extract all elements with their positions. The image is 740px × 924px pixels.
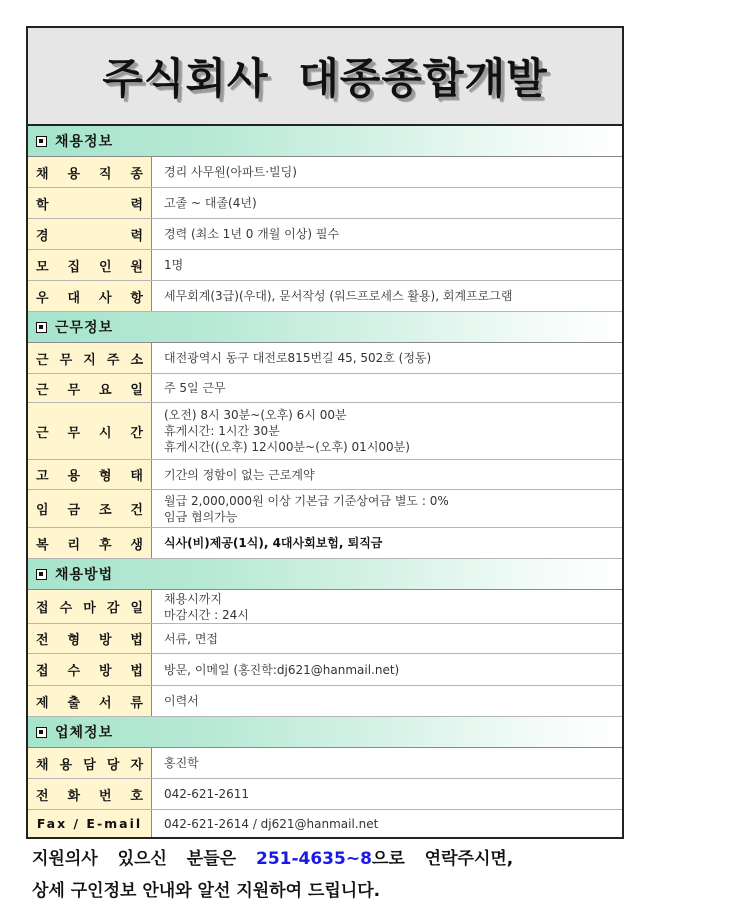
row-label-char: 제 — [36, 695, 49, 711]
section-title: 채용정보 — [55, 134, 114, 150]
section-title: 근무정보 — [55, 320, 114, 336]
row-value — [152, 188, 622, 218]
row-label-char: 항 — [130, 290, 143, 306]
row-label-char: 금 — [67, 503, 81, 518]
row-value-line: 1명 — [164, 258, 184, 272]
row-label-char: 수 — [67, 664, 81, 679]
row-label — [28, 490, 152, 527]
row-value — [152, 374, 622, 402]
row-label-char: 담 — [83, 757, 96, 773]
section-header — [28, 126, 622, 157]
row-label-char: 형 — [98, 469, 112, 484]
row-value — [152, 654, 622, 685]
square-bullet-icon — [36, 727, 47, 738]
info-row — [28, 686, 622, 717]
row-value — [152, 810, 622, 837]
row-value-line: 기간의 정함이 없는 근로계약 — [164, 467, 315, 482]
row-label — [28, 157, 152, 187]
row-label-char: 일 — [130, 382, 143, 398]
row-label — [28, 528, 152, 558]
contact-notice-line-1 — [32, 843, 652, 875]
row-value — [152, 250, 622, 280]
row-label-char: 근 — [36, 425, 49, 441]
row-label-char: 일 — [130, 601, 143, 616]
row-label — [28, 219, 152, 249]
row-label-char: 복 — [36, 537, 49, 553]
row-label-text: Fax / E-mail — [36, 816, 143, 831]
row-value-line: 대전광역시 동구 대전로815번길 45, 502호 (정동) — [164, 351, 432, 365]
row-value-line: 휴게시간((오후) 12시00분~(오후) 01시00분) — [164, 440, 410, 454]
row-value-line: 임금 협의가능 — [164, 509, 238, 524]
row-label-char: 방 — [98, 633, 112, 648]
row-label — [28, 281, 152, 311]
row-value — [152, 219, 622, 249]
row-value — [152, 624, 622, 653]
title-banner — [28, 28, 622, 126]
row-value-line: 홍진학 — [164, 756, 199, 770]
row-value-line: 채용시까지 — [164, 591, 222, 606]
row-label-char: 요 — [98, 382, 112, 398]
row-value-line: 방문, 이메일 (홍진학:dj621@hanmail.net) — [164, 662, 400, 677]
row-label — [28, 374, 152, 402]
row-label-char: 마 — [83, 601, 96, 616]
square-bullet-icon — [36, 322, 47, 333]
row-label-char: 원 — [130, 259, 143, 275]
row-value-line: 이력서 — [164, 694, 199, 708]
row-value-line: 042-621-2614 / dj621@hanmail.net — [164, 816, 379, 831]
row-label-char: 채 — [36, 166, 49, 182]
row-value-line: 월급 2,000,000원 이상 기본급 기준상여금 별도 : 0% — [164, 493, 449, 508]
section-header — [28, 312, 622, 343]
row-label-char: 건 — [130, 503, 143, 518]
row-label-char: 번 — [98, 788, 112, 804]
row-label-char: 생 — [130, 537, 143, 553]
info-row — [28, 281, 622, 312]
row-label-char: 리 — [67, 537, 81, 553]
row-value-line: 세무회계(3급)(우대), 문서작성 (워드프로세스 활용), 회계프로그램 — [164, 289, 513, 303]
row-label — [28, 403, 152, 459]
info-row — [28, 250, 622, 281]
row-label-char: 경 — [36, 228, 49, 244]
section-title: 업체정보 — [55, 725, 114, 741]
company-title: 주식회사 대종종합개발 — [102, 54, 548, 103]
row-label-char: 우 — [36, 290, 49, 306]
row-label — [28, 810, 152, 837]
row-value-line: 마감시간 : 24시 — [164, 607, 249, 622]
info-row — [28, 343, 622, 374]
row-label — [28, 590, 152, 623]
row-label-char: 사 — [98, 290, 112, 306]
row-value-line: 휴게시간: 1시간 30분 — [164, 424, 280, 438]
info-row — [28, 460, 622, 490]
row-label-char: 무 — [67, 382, 81, 398]
info-row — [28, 219, 622, 250]
info-row — [28, 654, 622, 686]
contact-phone-number: 251-4635~8 — [255, 849, 372, 869]
row-label — [28, 250, 152, 280]
row-label-char: 류 — [130, 695, 143, 711]
row-label-char: 시 — [98, 425, 112, 441]
row-label — [28, 779, 152, 809]
row-label-char: 후 — [98, 537, 112, 553]
row-label-char: 채 — [36, 757, 49, 773]
info-row — [28, 188, 622, 219]
row-label-char: 법 — [130, 664, 143, 679]
info-row — [28, 624, 622, 654]
row-label-char: 당 — [106, 757, 120, 773]
row-label-char: 형 — [67, 633, 81, 648]
row-label — [28, 748, 152, 778]
row-value-line: 경리 사무원(아파트·빌딩) — [164, 165, 297, 179]
row-value — [152, 779, 622, 809]
row-label-char: 전 — [36, 633, 49, 648]
row-label-char: 접 — [36, 601, 49, 616]
notice-text: 으로 연락주시면, — [371, 849, 514, 869]
row-value — [152, 748, 622, 778]
row-label — [28, 686, 152, 716]
row-label-char: 호 — [130, 788, 143, 804]
row-value — [152, 281, 622, 311]
row-label-char: 태 — [130, 469, 143, 484]
row-value — [152, 343, 622, 373]
row-label-char: 주 — [106, 352, 120, 368]
sections-container — [28, 126, 622, 837]
row-value-line: (오전) 8시 30분~(오후) 6시 00분 — [164, 408, 347, 422]
row-label — [28, 188, 152, 218]
row-label-char: 근 — [36, 352, 49, 368]
row-label-char: 고 — [36, 469, 49, 484]
row-label — [28, 654, 152, 685]
square-bullet-icon — [36, 569, 47, 580]
contact-notice-line-2: 상세 구인정보 안내와 알선 지원하여 드립니다. — [32, 881, 381, 901]
row-value — [152, 528, 622, 558]
row-value-line: 042-621-2611 — [164, 787, 250, 801]
row-label-char: 력 — [130, 197, 143, 213]
row-label-char: 수 — [59, 601, 73, 616]
row-value-line: 서류, 면접 — [164, 631, 218, 646]
row-value-line: 식사(비)제공(1식), 4대사회보험, 퇴직금 — [164, 536, 383, 550]
section-header — [28, 559, 622, 590]
row-label-char: 화 — [67, 788, 81, 804]
info-row — [28, 528, 622, 559]
row-label-char: 대 — [67, 290, 81, 306]
row-value — [152, 460, 622, 489]
row-value-line: 고졸 ~ 대졸(4년) — [164, 196, 257, 210]
row-label-char: 자 — [130, 757, 143, 773]
row-label-char: 무 — [67, 425, 81, 441]
row-label-char: 간 — [130, 425, 143, 441]
row-label-char: 방 — [98, 664, 112, 679]
row-label-char: 근 — [36, 382, 49, 398]
row-label — [28, 460, 152, 489]
row-value — [152, 403, 622, 459]
contact-notice — [32, 843, 652, 907]
row-label-char: 학 — [36, 197, 49, 213]
job-posting-sheet — [26, 26, 624, 839]
row-label-char: 용 — [67, 166, 81, 182]
row-label-char: 지 — [83, 352, 96, 368]
info-row — [28, 810, 622, 837]
row-label-char: 접 — [36, 664, 49, 679]
info-row — [28, 490, 622, 528]
row-label-char: 직 — [98, 166, 112, 182]
row-value — [152, 686, 622, 716]
row-label-char: 용 — [59, 757, 73, 773]
info-row — [28, 157, 622, 188]
row-label-char: 임 — [36, 503, 49, 518]
row-label-char: 인 — [98, 259, 112, 275]
row-label — [28, 343, 152, 373]
section-header — [28, 717, 622, 748]
row-value — [152, 157, 622, 187]
section-title: 채용방법 — [55, 567, 114, 583]
row-label-char: 출 — [67, 695, 81, 711]
row-label-char: 감 — [106, 601, 120, 616]
info-row — [28, 403, 622, 460]
info-row — [28, 374, 622, 403]
row-label-char: 집 — [67, 259, 81, 275]
row-label-char: 서 — [98, 695, 112, 711]
row-label-char: 력 — [130, 228, 143, 244]
row-value-line: 경력 (최소 1년 0 개월 이상) 필수 — [164, 227, 340, 241]
row-label — [28, 624, 152, 653]
row-label-char: 전 — [36, 788, 49, 804]
row-label-char: 법 — [130, 633, 143, 648]
row-label-char: 조 — [98, 503, 112, 518]
row-label-char: 소 — [130, 352, 143, 368]
square-bullet-icon — [36, 136, 47, 147]
row-label-char: 무 — [59, 352, 73, 368]
row-value — [152, 590, 622, 623]
info-row — [28, 779, 622, 810]
info-row — [28, 748, 622, 779]
info-row — [28, 590, 622, 624]
row-label-char: 모 — [36, 259, 49, 275]
row-label-char: 종 — [130, 166, 143, 182]
notice-text: 지원의사 있으신 분들은 — [32, 849, 256, 869]
row-label-char: 용 — [67, 469, 81, 484]
row-value-line: 주 5일 근무 — [164, 381, 226, 395]
row-value — [152, 490, 622, 527]
